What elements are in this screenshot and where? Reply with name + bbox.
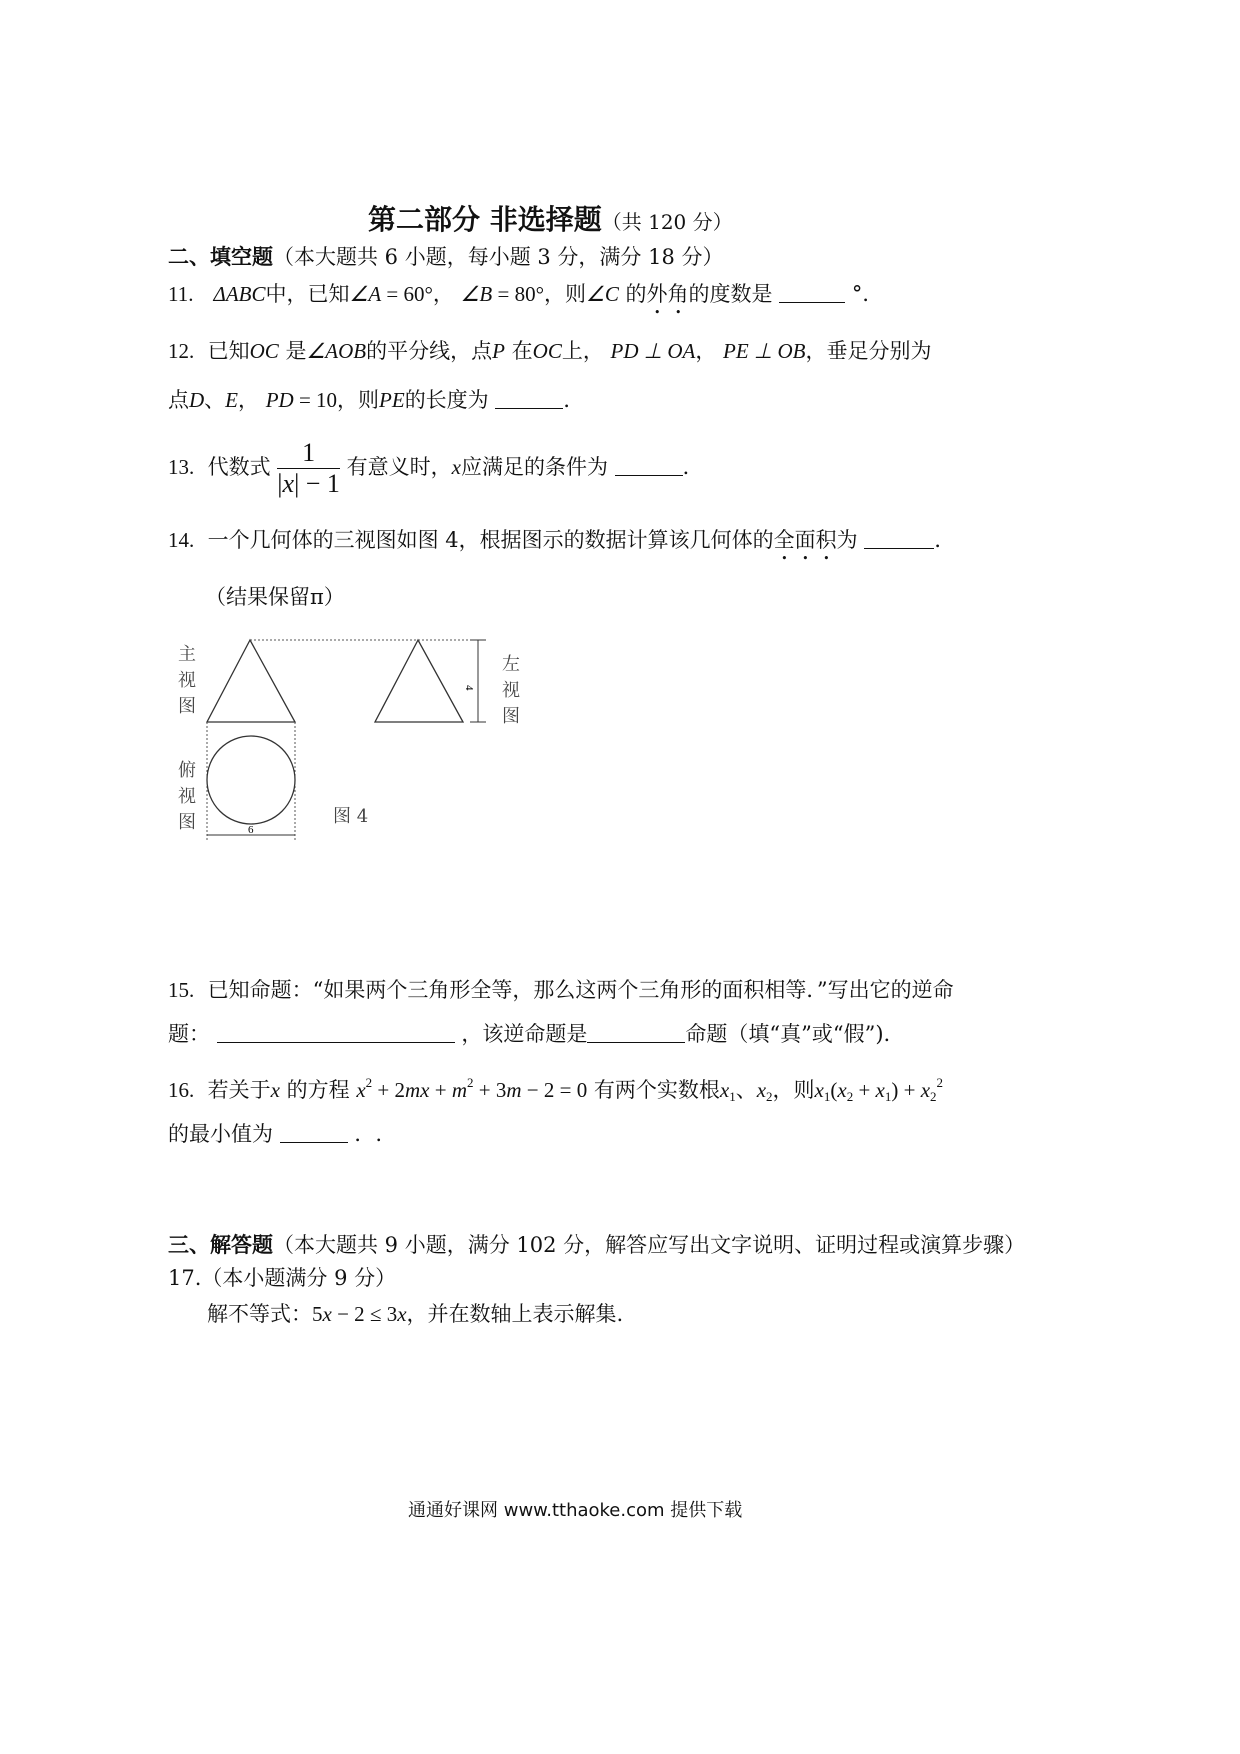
footer-source: 通通好课网 www.tthaoke.com 提供下载 — [408, 1500, 743, 1521]
svg-text:图: 图 — [178, 696, 196, 717]
svg-text:图: 图 — [502, 706, 520, 727]
width-dimension: 6 — [248, 824, 254, 836]
section-3-heading: 三、解答题（本大题共 9 小题，满分 102 分，解答应写出文字说明、证明过程或演算步骤） — [168, 1232, 1026, 1257]
section-2-heading: 二、填空题（本大题共 6 小题，每小题 3 分，满分 18 分） — [168, 244, 724, 269]
answer-blank — [280, 1124, 348, 1143]
answer-blank — [864, 530, 934, 549]
question-15-line-1: 15. 已知命题：“如果两个三角形全等，那么这两个三角形的面积相等．”写出它的逆命 — [168, 978, 954, 1002]
answer-blank — [587, 1024, 685, 1043]
question-16-line-2: 的最小值为 ．. — [168, 1122, 383, 1146]
question-12-line-1: 12. 已知OC 是∠AOB的平分线，点P 在OC上， PD ⊥ OA， PE ⊥ OB，垂足分别为 — [168, 339, 932, 363]
question-17-heading: 17.（本小题满分 9 分） — [168, 1266, 397, 1290]
question-14: 14. 一个几何体的三视图如图 4，根据图示的数据计算该几何体的全面积为 ． — [168, 528, 956, 552]
svg-text:俯: 俯 — [178, 760, 196, 781]
figure-caption: 图 4 — [333, 806, 369, 827]
question-13: 13. 代数式 $\frac{1}{|x| - 1}$ 有意义时，x应满足的条件为 ． — [168, 438, 704, 498]
svg-text:主: 主 — [178, 644, 196, 665]
fraction: $\frac{1}{|x| - 1}$ — [277, 438, 340, 498]
answer-blank — [495, 390, 563, 409]
svg-text:视: 视 — [178, 786, 196, 807]
svg-text:视: 视 — [178, 670, 196, 691]
page-title: 第二部分 非选择题（共 120 分） — [368, 203, 733, 236]
question-17-body: 解不等式：5x − 2 ≤ 3x，并在数轴上表示解集. — [207, 1302, 624, 1326]
side-view-triangle — [375, 640, 463, 722]
question-15-line-2: 题： ，该逆命题是 命题（填“真”或“假”). — [168, 1022, 891, 1046]
question-14-note: （结果保留π） — [205, 585, 345, 609]
answer-blank — [217, 1024, 455, 1043]
figure-4-three-views — [160, 630, 560, 855]
answer-blank — [615, 457, 683, 476]
question-11: 11. ΔABC中，已知∠A = 60°， ∠B = 80°，则∠C 的外角的度数是 °． — [168, 282, 884, 306]
question-12-line-2: 点D、E， PD = 10，则PE的长度为 ． — [168, 388, 585, 412]
answer-blank — [779, 284, 845, 303]
question-16-line-1: 16. 若关于x 的方程 $x^2 + 2mx + m^2 + 3m - 2 = 0$ 有两个实数根$x_1$、$x_2$，则$x_1(x_2 + x_1) + x_2^2$ — [168, 1075, 944, 1104]
svg-text:左: 左 — [502, 654, 520, 675]
top-view-circle — [207, 736, 295, 824]
height-dimension: 4 — [463, 685, 475, 691]
front-view-triangle — [207, 640, 295, 722]
svg-text:图: 图 — [178, 812, 196, 833]
svg-text:视: 视 — [502, 680, 520, 701]
